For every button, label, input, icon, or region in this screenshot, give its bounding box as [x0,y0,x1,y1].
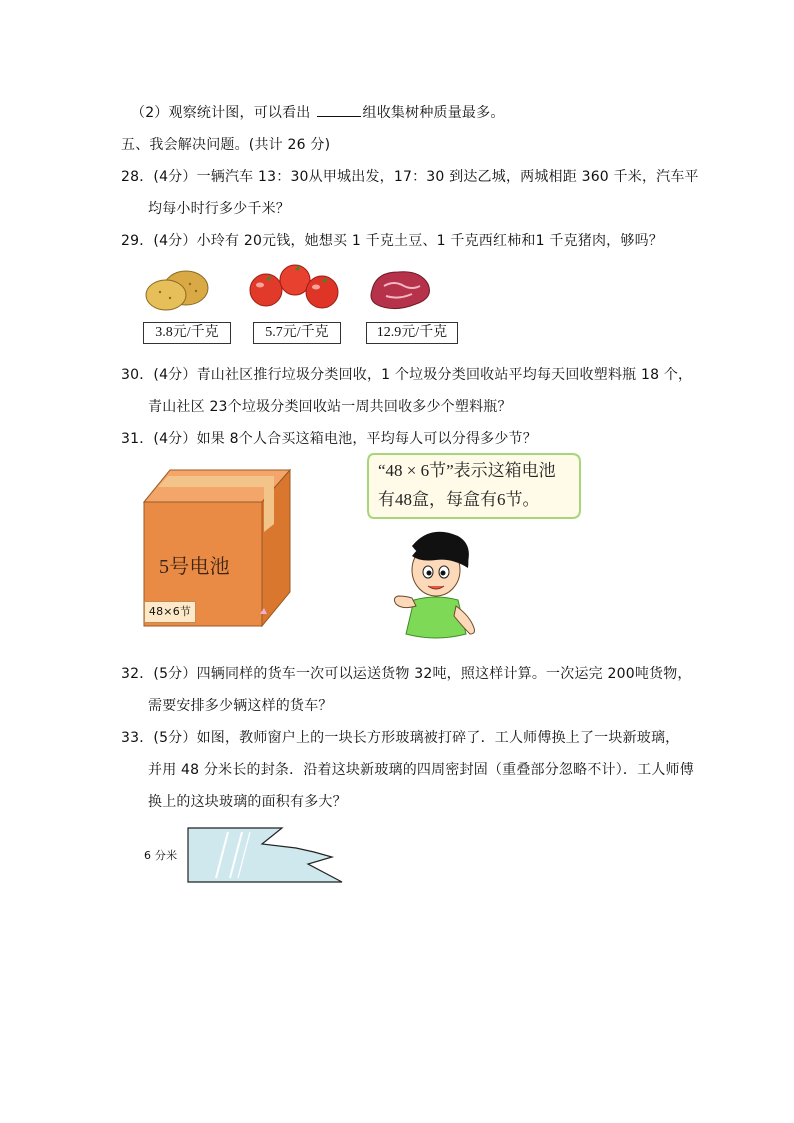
q28-line1: 28．(4分）一辆汽车 13：30从甲城出发，17：30 到达乙城，两城相距 360 千米，汽车平 [121,169,699,185]
q33-line2: 并用 48 分米长的封条．沿着这块新玻璃的四周密封固（重叠部分忽略不计）．工人师傅 [148,762,694,778]
q27-part2-prefix: （2）观察统计图，可以看出 [131,105,311,121]
q30-line2: 青山社区 23个垃圾分类回收站一周共回收多少个塑料瓶？ [148,399,512,415]
q27-part2 [131,104,505,122]
q33-line3: 换上的这块玻璃的面积有多大？ [148,794,347,810]
broken-glass-figure [186,826,350,886]
q30-line1: 30．(4分）青山社区推行垃圾分类回收，1 个垃圾分类回收站平均每天回收塑料瓶 18 个， [121,367,693,383]
tomato-image [250,265,338,308]
q29-grocery-images [140,258,460,318]
boy-illustration [392,526,484,650]
q32-line1: 32．(5分）四辆同样的货车一次可以运送货物 32吨，照这样计算。一次运完 200吨货物， [121,666,692,682]
potato-image [146,271,208,310]
q31-line1: 31．(4分）如果 8个人合买这箱电池，平均每人可以分得多少节？ [121,431,537,447]
section-title: 五、我会解决问题。(共计 26 分) [121,137,331,153]
answer-blank[interactable] [317,104,361,117]
price-tag-tomato: 5.7元/千克 [253,322,341,344]
pork-image [371,272,430,309]
q28-line2: 均每小时行多少千米？ [148,201,290,217]
price-tag-pork: 12.9元/千克 [366,322,458,344]
speech-bubble-line1: “48 × 6节”表示这箱电池 [378,461,556,480]
q32-line2: 需要安排多少辆这样的货车？ [148,698,333,714]
battery-box-label: 5号电池 [159,556,230,578]
battery-box-tag: 48×6节 [144,601,196,623]
q29-line1: 29．(4分）小玲有 20元钱，她想买 1 千克土豆、1 千克西红柿和1 千克猪肉，够吗？ [121,233,663,249]
speech-bubble-line2: 有48盒，每盒有6节。 [378,490,540,509]
glass-height-label: 6 分米 [144,849,178,862]
q33-line1: 33．(5分）如图，教师窗户上的一块长方形玻璃被打碎了．工人师傅换上了一块新玻璃， [121,730,680,746]
price-tag-potato: 3.8元/千克 [143,322,231,344]
q27-part2-suffix: 组收集树种质量最多。 [362,105,505,121]
